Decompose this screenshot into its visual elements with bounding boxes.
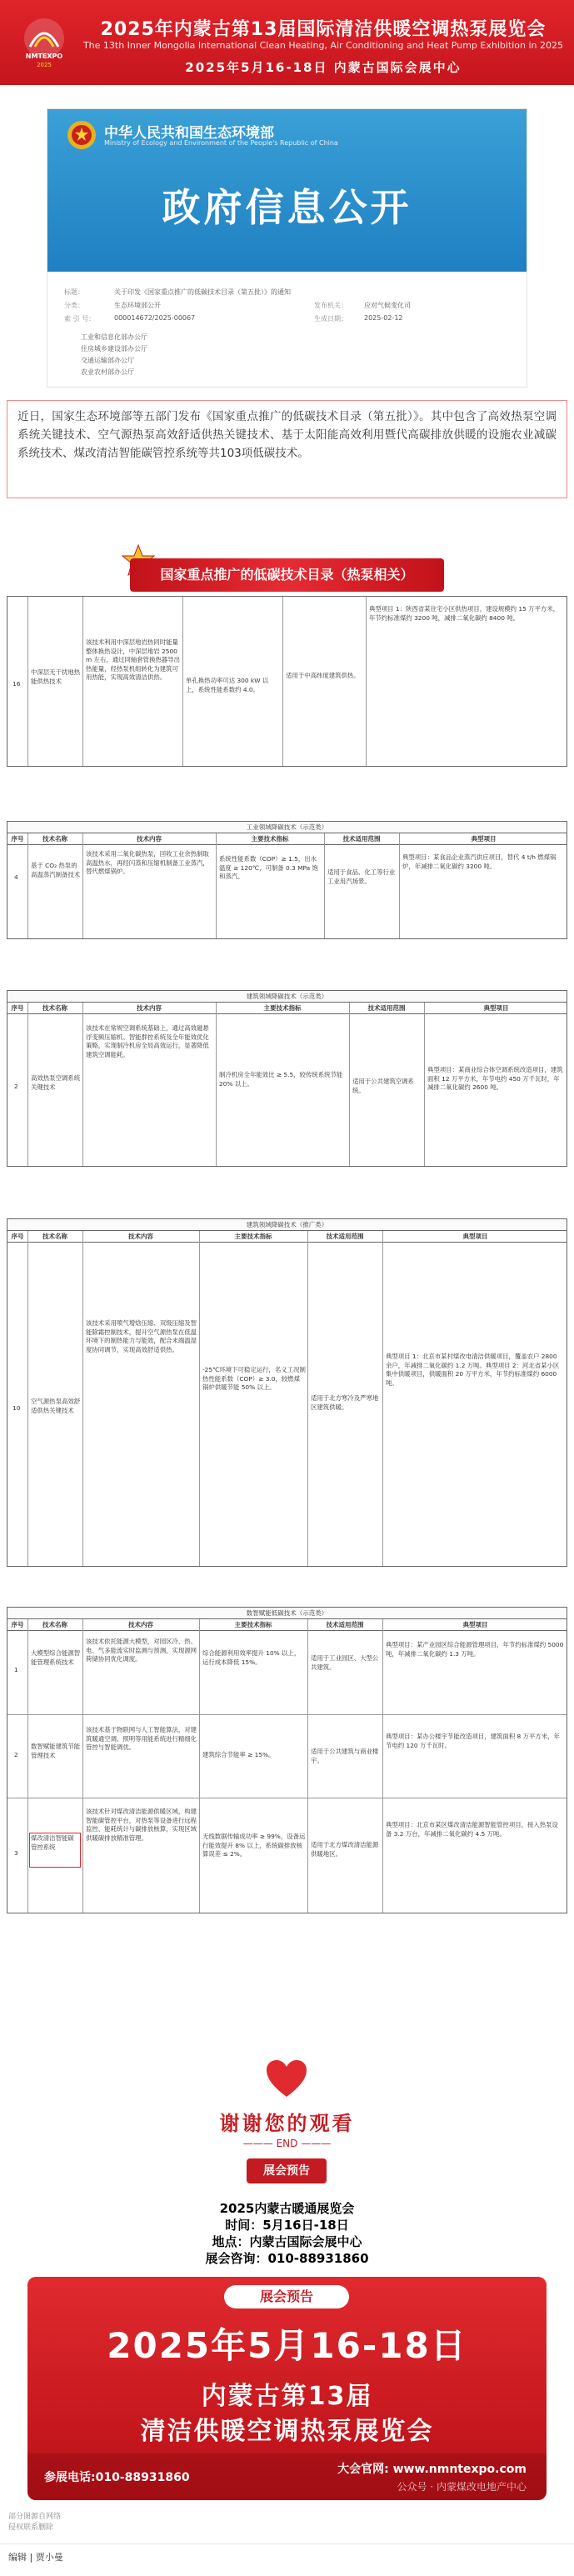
thanks-text: 谢谢您的观看 — [219, 2112, 355, 2135]
tech-scope: 适用于食品、化工等行业工业用汽场景。 — [327, 868, 396, 885]
gov-header — [47, 109, 527, 272]
tech-metrics: 系统性能系数（COP）≥ 1.5，出水温度 ≥ 120℃，可制备 0.3 MPa 饱和蒸汽。 — [219, 855, 318, 880]
row-no: 3 — [14, 1849, 18, 1857]
poster-website: 大会官网: www.nmntexpo.com — [337, 2463, 527, 2476]
intro-box — [7, 400, 567, 498]
tech-scope: 适用于公共建筑空调系统。 — [352, 1078, 414, 1094]
tech-cases: 典型项目：某产业园区综合能源管理项目，年节约标准煤约 5000 吨，年减排二氧化碳约 1.3 万吨。 — [386, 1641, 564, 1658]
ministry-name: 中华人民共和国生态环境部 — [104, 125, 274, 142]
tech-content: 该技术在常规空调系统基础上，通过高效磁悬浮变频压缩机、智能群控系统及全年能效优化策略，实现制冷机房全局高效运行，显著降低建筑空调能耗。 — [86, 1024, 209, 1058]
table-header: 序号 技术名称 技术内容 主要技术指标 技术适用范围 典型项目 — [7, 833, 567, 845]
expo-contact: 展会咨询：010-88931860 — [205, 2251, 369, 2266]
poster-watermark: 公众号 · 内蒙煤改电地产中心 — [397, 2481, 527, 2493]
side-link[interactable]: 住房城乡建设部办公厅 — [81, 345, 147, 353]
catalog-table-building-demo — [7, 990, 567, 1167]
tech-content: 该技术基于物联网与人工智能算法，对建筑暖通空调、照明等用能系统进行精细化管控与智能调优。 — [86, 1726, 197, 1751]
poster-subtitle-1: 内蒙古第13届 — [201, 2382, 373, 2411]
tech-content: 该技术采用喷气增焓压缩、双级压缩及智能除霜控制技术，提升空气源热泵在低温环境下的制热能力与能效，配合末端温湿度协同调节，实现高效舒适供热。 — [86, 1319, 197, 1353]
row-no: 16 — [12, 680, 21, 688]
tech-metrics: 无线数据传输成功率 ≥ 99%，设备运行能效提升 8% 以上，系统碳排放核算误差 ≤ 2%。 — [202, 1833, 306, 1858]
tech-metrics: 综合能源利用效率提升 10% 以上，运行成本降低 15%。 — [202, 1649, 301, 1666]
tech-name: 数智赋能建筑节能管理技术 — [31, 1743, 81, 1759]
expo-location: 地点：内蒙古国际会展中心 — [212, 2234, 362, 2249]
svg-text:2025: 2025 — [37, 62, 52, 68]
tech-name: 高效热泵空调系统关键技术 — [31, 1074, 81, 1091]
side-link[interactable]: 农业农村部办公厅 — [81, 368, 134, 376]
divider — [0, 2543, 574, 2544]
row-no: 10 — [12, 1404, 21, 1412]
tech-scope: 适用于工业园区、大型公共建筑。 — [311, 1654, 379, 1671]
intro-text: 近日，国家生态环境部等五部门发布《国家重点推广的低碳技术目录（第五批）》。其中包含了高效热泵空调系统关键技术、空气源热泵高效舒适供热关键技术、基于太阳能高效利用暨代高碳排放供暖的设施农业减碳系统技术、煤改清洁智能碳管控系统等共103项低碳技术。 — [17, 410, 557, 460]
national-emblem-icon — [66, 119, 97, 151]
table-band: 建筑领域降碳技术（示范类） — [7, 991, 567, 1003]
catalog-title: 国家重点推广的低碳技术目录（热泵相关） — [130, 558, 444, 592]
notice-title-link[interactable]: 关于印发《国家重点推广的低碳技术目录（第五批）》的通知 — [114, 288, 291, 296]
tech-name: 空气源热泵高效舒适供热关键技术 — [31, 1398, 81, 1414]
expo-time: 时间：5月16日-18日 — [225, 2218, 349, 2233]
row-no: 2 — [14, 1751, 18, 1758]
end-marker: ——— END ——— — [242, 2138, 332, 2149]
side-link[interactable]: 工业和信息化部办公厅 — [81, 333, 147, 341]
table-header: 序号 技术名称 技术内容 主要技术指标 技术适用范围 典型项目 — [7, 1231, 567, 1243]
catalog-table-industry — [7, 821, 567, 939]
tech-name: 大模型综合能源智能管理系统技术 — [31, 1649, 81, 1666]
table-band: 工业领域降碳技术（示范类） — [7, 822, 567, 833]
expo-info — [0, 2200, 574, 2267]
catalog-table-geothermal — [7, 596, 567, 767]
table-header: 序号 技术名称 技术内容 主要技术指标 技术适用范围 典型项目 — [7, 1003, 567, 1014]
row-no: 4 — [14, 873, 18, 881]
tech-scope: 适用于北方寒冷及严寒地区建筑供暖。 — [311, 1394, 379, 1411]
tech-scope: 适用于公共建筑与商业楼宇。 — [311, 1748, 379, 1764]
gov-info-screenshot — [47, 108, 527, 388]
tech-content: 该技术采用二氧化碳热泵，回收工业余热制取高温热水，再经闪蒸和压缩机制备工业蒸汽，替代燃煤锅炉。 — [86, 850, 209, 875]
table-header: 序号 技术名称 技术内容 主要技术指标 技术适用范围 典型项目 — [7, 1619, 567, 1631]
expo-logo-icon — [13, 15, 75, 68]
tech-cases: 典型项目：某商业综合体空调系统改造项目，建筑面积 12 万平方米，年节电约 450 万千瓦时，年减排二氧化碳约 2600 吨。 — [427, 1066, 563, 1091]
tech-name: 基于 CO₂ 热泵的高温蒸汽制备技术 — [31, 862, 81, 878]
tech-scope: 适用于中高纬度建筑供热。 — [286, 672, 360, 679]
tech-content: 该技术依托能源大模型，对园区冷、热、电、气多能流实时监测与预测，实现源网荷储协同优化调度。 — [86, 1638, 197, 1663]
banner-title: 2025年内蒙古第13届国际清洁供暖空调热泵展览会 — [100, 19, 547, 40]
poster-pill: 展会预告 — [224, 2285, 349, 2308]
poster-subtitle-2: 清洁供暖空调热泵展览会 — [140, 2417, 434, 2446]
gov-info-table: 标题： 关于印发《国家重点推广的低碳技术目录（第五批）》的通知 分类： 生态环境部公开 发布机关： 应对气候变化司 索 引 号： 000014672/2025-00067 生成日期： 2025-02-12 工业和信息化部办公厅 住房城乡建设部办公厅 交通运输部办公厅 农业农村部办公厅 — [64, 288, 411, 376]
table-band: 数智赋能低碳技术（示范类） — [7, 1608, 567, 1619]
tech-cases: 典型项目：某办公楼宇节能改造项目，建筑面积 8 万平方米，年节电约 120 万千瓦时。 — [386, 1733, 560, 1749]
copyright-notice: 部分图源自网络 侵权联系删除 — [8, 2513, 62, 2532]
tech-metrics: 制冷机房全年能效比 ≥ 5.5，较传统系统节能 20% 以上。 — [219, 1071, 343, 1088]
row-no: 1 — [14, 1666, 18, 1673]
tech-scope: 适用于北方煤改清洁能源供暖地区。 — [311, 1841, 379, 1858]
tech-name-highlighted: 煤改清洁智能碳管控系统 — [29, 1833, 81, 1868]
tech-cases: 典型项目 1：北京市某村煤改电清洁供暖项目，覆盖农户 2800 余户，年减排二氧化碳约 1.2 万吨。典型项目 2：河北省某小区集中供暖项目，供暖面积 20 万平方米，年节约标准煤约 6000 吨。 — [386, 1353, 560, 1387]
gov-section-title: 政府信息公开 — [162, 185, 412, 230]
banner-date-venue: 2025年5月16-18日 内蒙古国际会展中心 — [185, 60, 462, 75]
table-band: 建筑领域降碳技术（推广类） — [7, 1219, 567, 1231]
tech-metrics: -25℃环境下可稳定运行，名义工况制热性能系数（COP）≥ 3.0，较燃煤锅炉供暖节能 50% 以上。 — [202, 1366, 306, 1391]
expo-banner — [0, 0, 574, 85]
heart-icon — [265, 2058, 308, 2098]
tech-cases: 典型项目 1：陕西省某住宅小区供热项目，建设规模约 15 万平方米，年节约标准煤约 3200 吨，减排二氧化碳约 8400 吨。 — [369, 605, 560, 622]
tech-metrics: 建筑综合节能率 ≥ 15%。 — [202, 1751, 275, 1758]
tech-metrics: 单孔换热功率可达 300 kW 以上，系统性能系数约 4.0。 — [186, 677, 269, 693]
svg-text:NMTEXPO: NMTEXPO — [25, 53, 63, 60]
tech-cases: 典型项目：某食品企业蒸汽供应项目，替代 4 t/h 燃煤锅炉，年减排二氧化碳约 3200 吨。 — [402, 853, 557, 870]
row-no: 2 — [14, 1083, 18, 1090]
banner-subtitle: The 13th Inner Mongolia International Clean Heating, Air Conditioning and Heat Pump Exhibition in 2025 — [82, 40, 564, 51]
poster-date: 2025年5月16-18日 — [107, 2325, 467, 2366]
catalog-table-building-promo — [7, 1218, 567, 1567]
catalog-table-digital — [7, 1607, 567, 1913]
poster-phone: 参展电话:010-88931860 — [44, 2471, 190, 2484]
tech-content: 该技术针对煤改清洁能源供暖区域，构建智能碳管控平台，对热泵等设备进行远程监控、能耗统计与碳排放核算，实现区域供暖碳排放精准管理。 — [86, 1808, 197, 1842]
tech-cases: 典型项目：北京市某区煤改清洁能源智能管控项目，接入热泵设备 3.2 万台，年减排二氧化碳约 4.5 万吨。 — [386, 1821, 558, 1838]
expo-preview-button[interactable]: 展会预告 — [247, 2158, 327, 2183]
expo-poster — [27, 2277, 547, 2500]
tech-name: 中深层无干扰地热能供热技术 — [31, 668, 81, 685]
ministry-name-en: Ministry of Ecology and Environment of the People's Republic of China — [104, 139, 338, 147]
editor-credit: 编辑 | 贾小曼 — [8, 2552, 63, 2563]
expo-name: 2025内蒙古暖通展览会 — [219, 2201, 355, 2216]
side-link[interactable]: 交通运输部办公厅 — [81, 357, 134, 364]
tech-content: 该技术利用中深层地岩热同时能量整体换热设计，中深层地岩 2500 m 左右，通过同轴套管换热器导出热能量，经热泵机组转化为建筑可用热能，实现高效清洁供热。 — [86, 638, 181, 681]
